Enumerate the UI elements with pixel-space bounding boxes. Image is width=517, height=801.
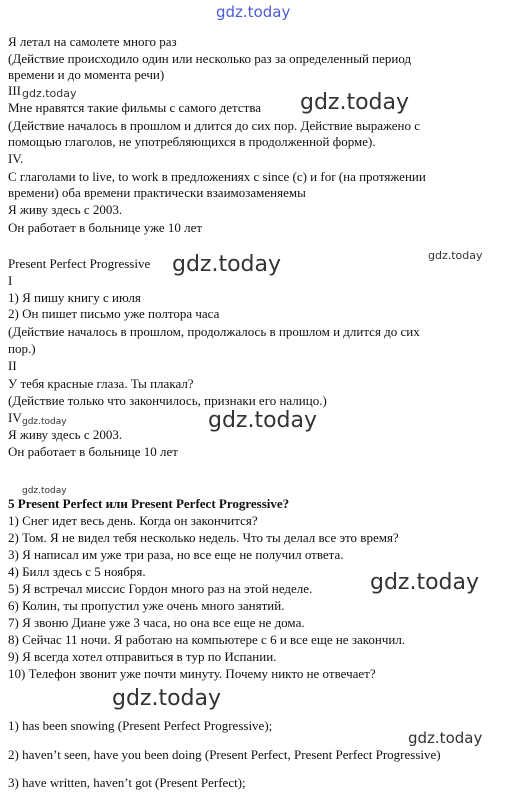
section-heading: IV xyxy=(8,410,22,425)
text-line: (Действие происходило один или несколько раз за определенный период xyxy=(8,51,412,66)
text-line: Я живу здесь с 2003. xyxy=(8,202,123,217)
watermark: gdz.today xyxy=(22,486,67,496)
answer-item: 3) have written, haven’t got (Present Perfect); xyxy=(8,775,246,790)
text-line: (Действие только что закончилось, признаки его налицо.) xyxy=(8,393,327,408)
text-line: 1) Я пишу книгу с июля xyxy=(8,290,141,305)
text-line: 2) Он пишет письмо уже полтора часа xyxy=(8,306,220,321)
exercise-item: 9) Я всегда хотел отправиться в тур по Испании. xyxy=(8,649,277,664)
watermark-top: gdz.today xyxy=(216,3,291,21)
watermark: gdz.today xyxy=(300,90,410,115)
watermark: gdz.today xyxy=(208,408,318,433)
watermark: gdz.today xyxy=(172,252,282,277)
text-line: С глаголами to live, to work в предложениях с since (с) и for (на протяжении xyxy=(8,169,426,184)
exercise-item: 4) Билл здесь с 5 ноября. xyxy=(8,564,146,579)
exercise-item: 3) Я написал им уже три раза, но все еще не получил ответа. xyxy=(8,547,344,562)
text-line: времени и до момента речи) xyxy=(8,67,165,82)
exercise-item: 7) Я звоню Диане уже 3 часа, но она все еще не дома. xyxy=(8,615,305,630)
exercise-item: 10) Телефон звонит уже почти минуту. Почему никто не отвечает? xyxy=(8,666,376,681)
exercise-item: 2) Том. Я не видел тебя несколько недель. Что ты делал все это время? xyxy=(8,530,399,545)
text-line: времени) оба времени практически взаимозаменяемы xyxy=(8,185,306,200)
answer-item: 2) haven’t seen, have you been doing (Present Perfect, Present Perfect Progressive) xyxy=(8,747,441,762)
watermark: gdz.today xyxy=(22,87,77,100)
section-heading: I xyxy=(8,273,13,288)
answer-item: 1) has been snowing (Present Perfect Progressive); xyxy=(8,718,273,733)
exercise-item: 1) Снег идет весь день. Когда он закончится? xyxy=(8,513,258,528)
section-title: Present Perfect Progressive xyxy=(8,256,151,271)
watermark: gdz.today xyxy=(112,686,222,711)
section-heading: II xyxy=(8,358,17,373)
text-line: Он работает в больнице уже 10 лет xyxy=(8,220,203,235)
text-line: Я живу здесь с 2003. xyxy=(8,427,123,442)
exercise-title: 5 Present Perfect или Present Perfect Progressive? xyxy=(8,496,290,511)
text-line: (Действие началось в прошлом и длится до сих пор. Действие выражено с xyxy=(8,118,421,133)
text-line: (Действие началось в прошлом, продолжалось в прошлом и длится до сих xyxy=(8,324,420,339)
text-line: Мне нравятся такие фильмы с самого детства xyxy=(8,100,262,115)
watermark: gdz.today xyxy=(428,249,483,262)
watermark: gdz.today xyxy=(22,417,67,427)
watermark: gdz.today xyxy=(370,570,480,595)
text-line: Я летал на самолете много раз xyxy=(8,34,177,49)
section-heading: IV. xyxy=(8,151,24,166)
text-line: помощью глаголов, не употребляющихся в продолженной форме). xyxy=(8,134,376,149)
exercise-item: 8) Сейчас 11 ночи. Я работаю на компьютере с 6 и все еще не закончил. xyxy=(8,632,406,647)
exercise-item: 5) Я встречал миссис Гордон много раз на этой неделе. xyxy=(8,581,313,596)
watermark: gdz.today xyxy=(408,729,483,747)
text-line: Он работает в больнице 10 лет xyxy=(8,444,178,459)
text-line: У тебя красные глаза. Ты плакал? xyxy=(8,376,194,391)
section-heading: III xyxy=(8,83,21,98)
exercise-item: 6) Колин, ты пропустил уже очень много занятий. xyxy=(8,598,285,613)
text-line: пор.) xyxy=(8,341,36,356)
